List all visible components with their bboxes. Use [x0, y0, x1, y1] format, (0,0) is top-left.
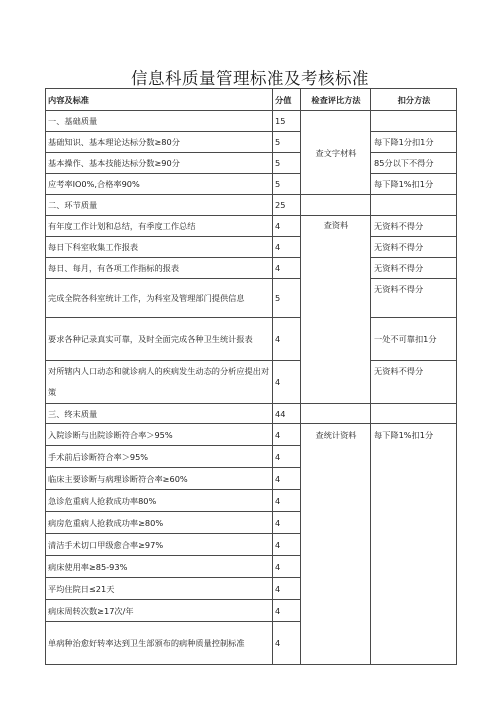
content-cell: 要求各种记录真实可靠，及时全面完成各种卫生统计报表 [46, 318, 273, 361]
table-row [46, 318, 457, 361]
header-content: 内容及标准 [46, 89, 273, 111]
score-cell: 4 [273, 512, 301, 534]
table-row [46, 237, 457, 258]
score-cell: 4 [273, 446, 301, 468]
score-cell: 4 [273, 237, 301, 258]
table-row [46, 258, 457, 279]
method-cell: 查资料 [301, 216, 371, 404]
section-score: 44 [273, 404, 301, 424]
deduct-cell: 每下降1%扣1分 [371, 174, 457, 195]
content-cell: 基础知识、基本理论达标分数≥80分 [46, 132, 273, 153]
score-cell: 4 [273, 361, 301, 404]
table-row [46, 361, 457, 404]
table-row [46, 153, 457, 174]
section-score: 15 [273, 111, 301, 132]
table-header-row [46, 89, 457, 111]
section-score: 25 [273, 195, 301, 216]
deduct-cell: 无资料不得分 [371, 237, 457, 258]
deduct-cell-empty [371, 195, 457, 216]
section-label: 二、环节质量 [46, 195, 273, 216]
content-cell: 基本操作、基本技能达标分数≥90分 [46, 153, 273, 174]
content-cell: 有年度工作计划和总结，有季度工作总结 [46, 216, 273, 237]
score-cell: 4 [273, 468, 301, 490]
table-row [46, 216, 457, 237]
content-cell: 应考率IO0%,合格率90% [46, 174, 273, 195]
content-cell: 临床主要诊断与病理诊断符合率≥60% [46, 468, 273, 490]
page-title: 信息科质量管理标准及考核标准 [131, 69, 369, 88]
method-cell: 查文字材料 [301, 111, 371, 195]
header-score: 分值 [273, 89, 301, 111]
content-cell: 病床周转次数≥17次/年 [46, 600, 273, 622]
content-cell: 病房危重病人抢救成功率≥80% [46, 512, 273, 534]
score-cell: 5 [273, 153, 301, 174]
score-cell: 5 [273, 132, 301, 153]
score-cell: 4 [273, 216, 301, 237]
deduct-cell: 每下降1%扣1分 [371, 424, 457, 665]
method-cell-empty [301, 404, 371, 424]
score-cell: 4 [273, 424, 301, 446]
content-cell: 每日下科室收集工作报表 [46, 237, 273, 258]
table-row [46, 132, 457, 153]
section-label: 一、基础质量 [46, 111, 273, 132]
score-cell: 4 [273, 622, 301, 665]
section-label: 三、终末质量 [46, 404, 273, 424]
content-cell: 急诊危重病人抢救成功率80% [46, 490, 273, 512]
deduct-cell-empty [371, 111, 457, 132]
score-cell: 4 [273, 556, 301, 578]
content-cell: 入院诊断与出院诊断符合率＞95% [46, 424, 273, 446]
section-row-process [46, 195, 457, 216]
score-cell: 5 [273, 174, 301, 195]
content-cell: 对所辖内人口动态和就诊病人的疾病发生动态的分析应提出对策 [46, 361, 273, 404]
standards-table [45, 88, 457, 665]
deduct-cell: 每下降1分扣1分 [371, 132, 457, 153]
table-row [46, 174, 457, 195]
content-cell: 单病种治愈好转率达到卫生部颁布的病种质量控制标准 [46, 622, 273, 665]
content-cell: 平均住院日≤21天 [46, 578, 273, 600]
deduct-cell: 无资料不得分 [371, 216, 457, 237]
table-row [46, 424, 457, 446]
section-row-basic [46, 111, 457, 132]
deduct-cell: 85分以下不得分 [371, 153, 457, 174]
section-row-final [46, 404, 457, 424]
score-cell: 4 [273, 578, 301, 600]
content-cell: 每日、每月，有各项工作指标的报表 [46, 258, 273, 279]
score-cell: 4 [273, 318, 301, 361]
content-cell: 手术前后诊断符合率＞95% [46, 446, 273, 468]
table-row [46, 279, 457, 318]
score-cell: 4 [273, 258, 301, 279]
deduct-cell: 无资料不得分 [371, 258, 457, 279]
score-cell: 4 [273, 534, 301, 556]
score-cell: 4 [273, 600, 301, 622]
content-cell: 病床使用率≥85-93% [46, 556, 273, 578]
method-cell-empty [301, 195, 371, 216]
deduct-cell: 无资料不得分 [371, 279, 457, 318]
score-cell: 4 [273, 490, 301, 512]
content-cell: 清洁手术切口甲级愈合率≥97% [46, 534, 273, 556]
content-cell: 完成全院各科室统计工作，为科室及管理部门提供信息 [46, 279, 273, 318]
score-cell: 5 [273, 279, 301, 318]
deduct-cell: 一处不可靠扣1分 [371, 318, 457, 361]
header-deduct: 扣分方法 [371, 89, 457, 111]
deduct-cell: 无资料不得分 [371, 361, 457, 404]
header-method: 检查评比方法 [301, 89, 371, 111]
deduct-cell-empty [371, 404, 457, 424]
method-cell: 查统计资料 [301, 424, 371, 665]
